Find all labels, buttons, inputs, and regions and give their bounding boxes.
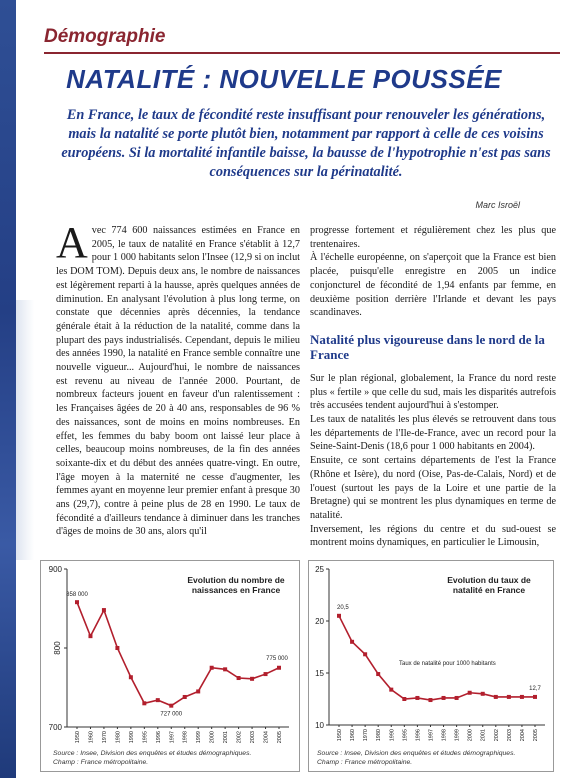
x-tick-label: 2005 bbox=[533, 729, 539, 742]
x-tick-label: 1998 bbox=[441, 729, 448, 742]
data-point bbox=[428, 698, 432, 702]
data-point bbox=[142, 701, 146, 705]
page-edge-decoration bbox=[0, 0, 16, 778]
paragraph-5: Les taux de natalités les plus élevés se retrouvent dans tous les départements de l'Ile-de-France, avec un record pour la Seine-Saint-Denis (18,6 pour 1 000 habitants en 2004). bbox=[310, 414, 556, 453]
x-tick-label: 2000 bbox=[209, 731, 216, 744]
data-point bbox=[237, 676, 241, 680]
x-tick-label: 2002 bbox=[493, 729, 500, 742]
article-lead: En France, le taux de fécondité reste insuffisant pour renouveler les générations, mais la natalité se porte plutôt bien, notamment par rapport à celle de ces voisins européens. Si la mortalité infantile baisse, la bausse de l'hypotrophie n'est pas sans conséquences sur la périnatalité. bbox=[61, 107, 551, 180]
data-label: 12,7 bbox=[529, 685, 541, 692]
text-column-2 bbox=[310, 224, 556, 550]
birthrate-chart-source-line: Source : Insee, Division des enquêtes et études démographiques. bbox=[317, 750, 516, 757]
data-point bbox=[520, 695, 524, 699]
data-point bbox=[102, 608, 106, 612]
data-point bbox=[376, 672, 380, 676]
data-point bbox=[442, 696, 446, 700]
subheading: Natalité plus vigoureuse dans le nord de la France bbox=[310, 331, 545, 362]
data-point bbox=[156, 698, 160, 702]
data-point bbox=[250, 677, 254, 681]
births-chart-title: Evolution du nombre de naissances en France bbox=[187, 575, 285, 595]
y-tick-label: 800 bbox=[53, 641, 62, 655]
data-point bbox=[468, 691, 472, 695]
series-label: Taux de natalité pour 1000 habitants bbox=[399, 661, 496, 667]
x-tick-label: 2000 bbox=[467, 729, 474, 742]
x-tick-label: 2003 bbox=[506, 729, 513, 742]
page-edge-shadow bbox=[16, 300, 34, 560]
birthrate-chart-title: Evolution du taux de natalité en France bbox=[447, 575, 531, 595]
x-tick-label: 1999 bbox=[196, 731, 203, 744]
x-tick-label: 1999 bbox=[454, 729, 461, 742]
x-tick-label: 2001 bbox=[223, 731, 230, 744]
y-tick-label: 900 bbox=[48, 565, 62, 574]
y-tick-label: 15 bbox=[315, 669, 324, 678]
paragraph-1: vec 774 600 naissances estimées en France en 2005, le taux de natalité en France s'établit à 12,7 pour 1 000 habitants selon l'Insee (12,9 si on inclut les DOM TOM). Depuis deux ans, le nombre de naissances est légèrement reparti à la hausse, après quelques années de diminution. En analysant l'évolution à plus long terme, on constate que décennies après décennies, la tendance générale était à la réduction de la natalité, comme dans la plupart des pays industrialisés. Cependant, depuis le milieu des années 1990, la natalité en France semble connaître une nouvelle vigueur... Aujourd'hui, le nombre de naissances est revenu au niveau de l'année 2000. Pourtant, de nombreux facteurs jouent en faveur d'un ralentissement : les Françaises âgées de 20 à 40 ans, responsables de 96 % des naissances, sont de moins en moins nombreuses. En effet, les femmes du baby boom ont laissé leur place à celles, beaucoup moins nombreuses, de la fin des années soixante-dix et du début des années quatre-vingt. En outre, l'âge moyen à la maternité ne cesse d'augmenter, les femmes ayant en moyenne leur premier enfant à presque 30 ans (29,7), contre à peine plus de 28 en 1990. Le taux de fécondité a d'ailleurs tendance à diminuer dans les tranches d'âges de moins de 30 ans, alors qu'il bbox=[56, 225, 300, 538]
x-tick-label: 1960 bbox=[88, 731, 95, 744]
x-tick-label: 1995 bbox=[402, 729, 409, 742]
x-tick-label: 1997 bbox=[428, 729, 435, 742]
x-tick-label: 1990 bbox=[389, 729, 396, 742]
x-tick-label: 1970 bbox=[363, 729, 370, 742]
data-point bbox=[350, 640, 354, 644]
text-column-1 bbox=[56, 218, 300, 539]
x-tick-label: 1950 bbox=[75, 731, 81, 744]
data-point bbox=[75, 600, 79, 604]
article-title: NATALITÉ : NOUVELLE POUSSÉE bbox=[66, 64, 502, 94]
x-tick-label: 1980 bbox=[115, 731, 122, 744]
data-point bbox=[455, 696, 459, 700]
x-tick-label: 2001 bbox=[480, 729, 487, 742]
data-point bbox=[210, 666, 214, 670]
article-author: Marc Isroël bbox=[475, 200, 520, 210]
data-label: 775 000 bbox=[266, 655, 288, 662]
data-point bbox=[129, 675, 133, 679]
data-point bbox=[533, 695, 537, 699]
data-point bbox=[169, 704, 173, 708]
paragraph-2: progresse fortement et régulièrement chez les plus que trentenaires. bbox=[310, 225, 556, 250]
births-chart-scope-line: Champ : France métropolitaine. bbox=[53, 759, 149, 766]
x-tick-label: 1980 bbox=[376, 729, 383, 742]
paragraph-3: À l'échelle européenne, on s'aperçoit que la France est bien placée, puisqu'elle enregistre en 2005 un indice conjoncturel de fécondité de 1,94 enfants par femme, en deuxième position derrière l'Irlande et devant les pays scandinaves. bbox=[310, 252, 556, 319]
data-point bbox=[481, 692, 485, 696]
births-chart-source bbox=[53, 749, 293, 767]
data-point bbox=[115, 646, 119, 650]
x-tick-label: 2005 bbox=[277, 731, 283, 744]
y-tick-label: 25 bbox=[315, 565, 324, 574]
data-point bbox=[389, 688, 393, 692]
x-tick-label: 1996 bbox=[415, 729, 422, 742]
x-tick-label: 2004 bbox=[263, 731, 270, 744]
data-point bbox=[402, 697, 406, 701]
births-chart-source-line: Source : Insee, Division des enquêtes et études démographiques. bbox=[53, 750, 252, 757]
births-chart bbox=[40, 560, 300, 772]
data-point bbox=[363, 652, 367, 656]
x-tick-label: 1998 bbox=[182, 731, 189, 744]
y-tick-label: 20 bbox=[315, 617, 324, 626]
data-point bbox=[415, 696, 419, 700]
data-label: 858 000 bbox=[66, 592, 88, 599]
data-point bbox=[337, 614, 341, 618]
data-point bbox=[196, 689, 200, 693]
y-tick-label: 10 bbox=[315, 721, 324, 730]
paragraph-6: Ensuite, ce sont certains départements de l'est la France (Rhône et Isère), du nord (Oise, Pas-de-Calais, Nord) et de l'ouest (surtout les pays de la Loire et une partie de la Bretagne) qui se montrent les plus dynamiques en terme de natalité. bbox=[310, 455, 556, 521]
x-tick-label: 1960 bbox=[350, 729, 357, 742]
data-point bbox=[223, 667, 227, 671]
paragraph-7: Inversement, les régions du centre et du sud-ouest se montrent moins dynamiques, en particulier le Limousin, bbox=[310, 523, 556, 549]
birthrate-chart bbox=[308, 560, 554, 772]
data-point bbox=[264, 672, 268, 676]
series-line bbox=[339, 616, 535, 700]
data-point bbox=[494, 695, 498, 699]
x-tick-label: 1970 bbox=[101, 731, 108, 744]
x-tick-label: 1996 bbox=[155, 731, 162, 744]
data-label: 727 000 bbox=[160, 711, 183, 718]
series-line bbox=[77, 602, 279, 705]
birthrate-chart-scope-line: Champ : France métropolitaine. bbox=[317, 759, 413, 766]
data-label: 20,5 bbox=[337, 604, 349, 611]
paragraph-4: Sur le plan régional, globalement, la France du nord reste plus « fertile » que celle du sud, mais les disparités autrefois très accusées tendent aujourd'hui à s'estomper. bbox=[310, 372, 556, 412]
x-tick-label: 1995 bbox=[142, 731, 149, 744]
section-heading: Démographie bbox=[44, 26, 166, 47]
data-point bbox=[507, 695, 511, 699]
data-point bbox=[183, 695, 187, 699]
x-tick-label: 1990 bbox=[128, 731, 135, 744]
section-rule bbox=[44, 52, 560, 54]
data-point bbox=[277, 666, 281, 670]
x-tick-label: 1950 bbox=[337, 729, 343, 742]
x-tick-label: 2003 bbox=[250, 731, 257, 744]
x-tick-label: 1997 bbox=[169, 731, 176, 744]
birthrate-chart-source bbox=[317, 749, 547, 767]
drop-cap: A bbox=[56, 218, 88, 267]
y-tick-label: 700 bbox=[48, 723, 62, 732]
data-point bbox=[88, 634, 92, 638]
x-tick-label: 2004 bbox=[519, 729, 526, 742]
x-tick-label: 2002 bbox=[236, 731, 243, 744]
